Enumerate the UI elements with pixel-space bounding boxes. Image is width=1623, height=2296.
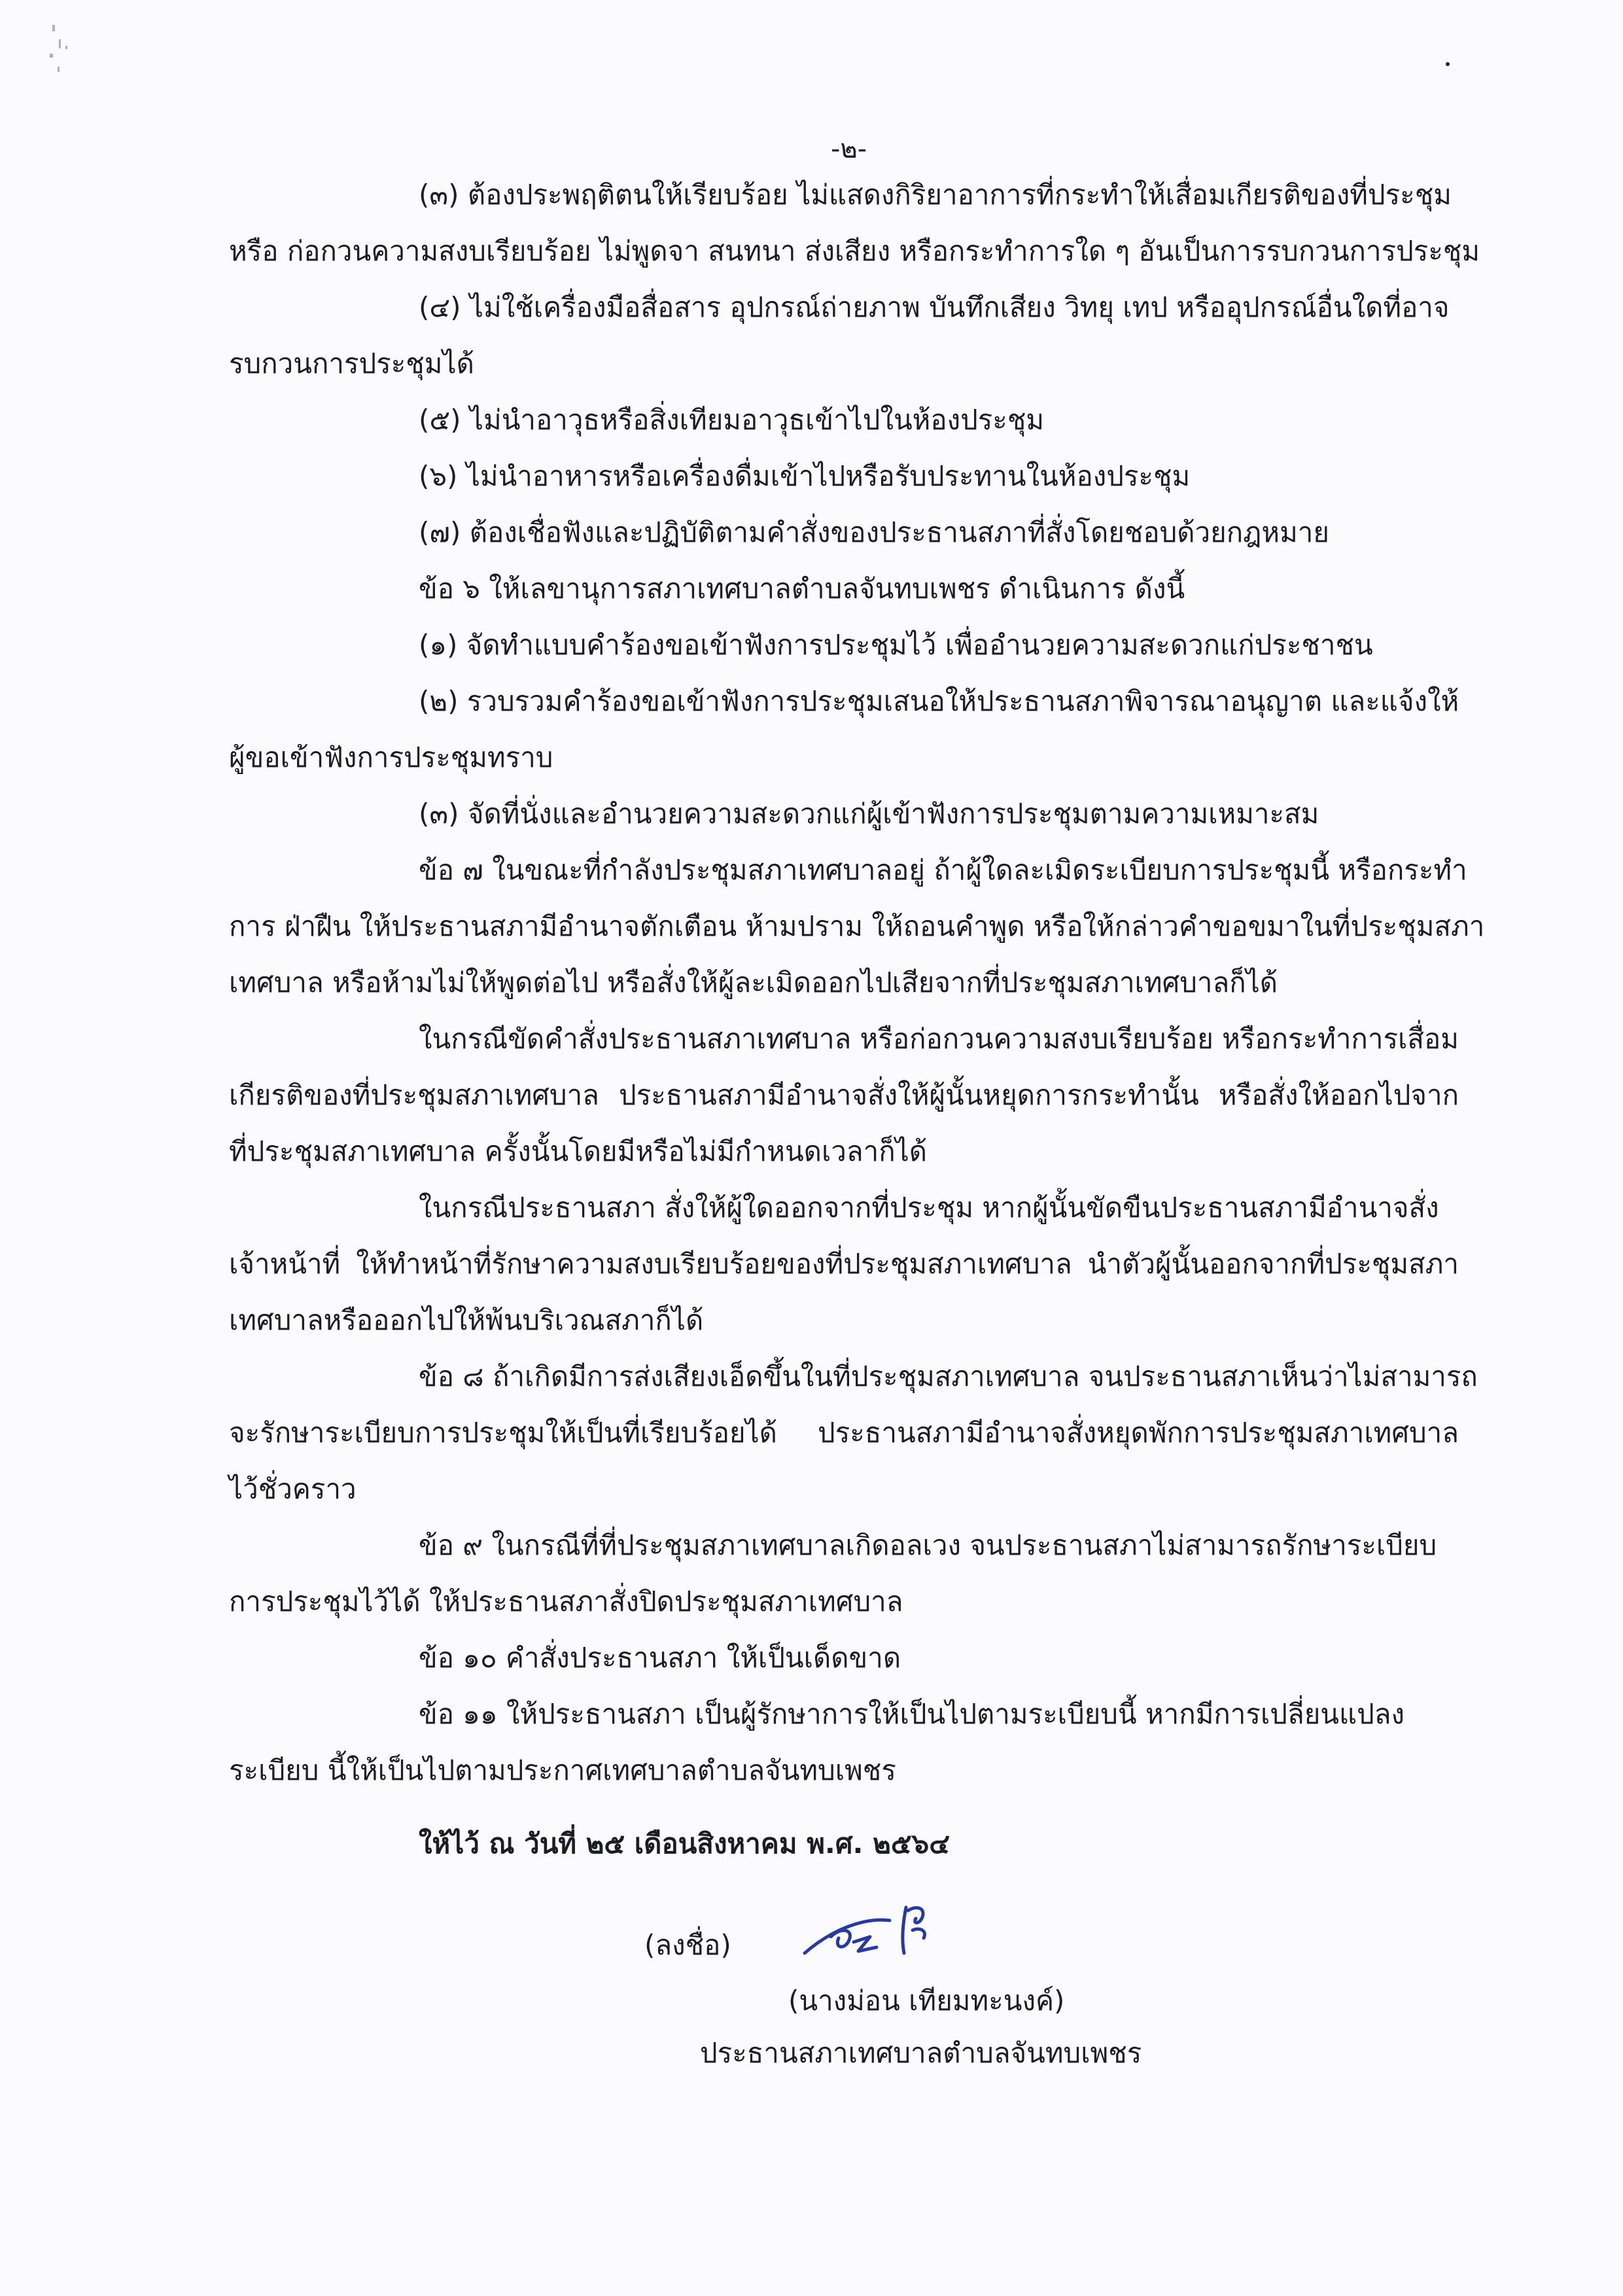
text-line: (๕) ไม่นำอาวุธหรือสิ่งเทียมอาวุธเข้าไปในห้องประชุม <box>419 404 1045 436</box>
text-line: ที่ประชุมสภาเทศบาล ครั้งนั้นโดยมีหรือไม่มีกำหนดเวลาก็ได้ <box>229 1135 928 1167</box>
text-line: (๒) รวบรวมคำร้องขอเข้าฟังการประชุมเสนอให้ประธานสภาพิจารณาอนุญาต และแจ้งให้ <box>419 685 1459 717</box>
text-line: ในกรณีประธานสภา สั่งให้ผู้ใดออกจากที่ประชุม หากผู้นั้นขัดขืนประธานสภามีอำนาจสั่ง <box>419 1192 1439 1224</box>
text-line: ระเบียบ นี้ให้เป็นไปตามประกาศเทศบาลตำบลจันทบเพชร <box>229 1754 896 1786</box>
signature-label: (ลงชื่อ) <box>644 1929 731 1961</box>
text-line: (๓) ต้องประพฤติตนให้เรียบร้อย ไม่แสดงกิริยาอาการที่กระทำให้เสื่อมเกียรติของที่ประชุม <box>419 179 1452 211</box>
text-line: หรือ ก่อกวนความสงบเรียบร้อย ไม่พูดจา สนทนา ส่งเสียง หรือกระทำการใด ๆ อันเป็นการรบกวนการประชุม <box>229 235 1480 267</box>
text-line: การ ฝ่าฝืน ให้ประธานสภามีอำนาจตักเตือน ห้ามปราม ให้ถอนคำพูด หรือให้กล่าวคำขอขมาในที่ประชุมสภา <box>229 910 1485 942</box>
date-line: ให้ไว้ ณ วันที่ ๒๕ เดือนสิงหาคม พ.ศ. ๒๕๖๔ <box>419 1828 950 1860</box>
text-line: (๔) ไม่ใช้เครื่องมือสื่อสาร อุปกรณ์ถ่ายภาพ บันทึกเสียง วิทยุ เทป หรืออุปกรณ์อื่นใดที่อาจ <box>419 291 1450 323</box>
text-line: ข้อ ๙ ในกรณีที่ที่ประชุมสภาเทศบาลเกิดอลเวง จนประธานสภาไม่สามารถรักษาระเบียบ <box>419 1529 1437 1561</box>
text-line: (๑) จัดทำแบบคำร้องขอเข้าฟังการประชุมไว้ เพื่ออำนวยความสะดวกแก่ประชาชน <box>419 629 1373 661</box>
text-line: ข้อ ๑๐ คำสั่งประธานสภา ให้เป็นเด็ดขาด <box>419 1642 901 1674</box>
text-line: ในกรณีขัดคำสั่งประธานสภาเทศบาล หรือก่อกวนความสงบเรียบร้อย หรือกระทำการเสื่อม <box>419 1023 1459 1055</box>
scan-dot <box>1446 62 1450 66</box>
text-line: เทศบาล หรือห้ามไม่ให้พูดต่อไป หรือสั่งให้ผู้ละเมิดออกไปเสียจากที่ประชุมสภาเทศบาลก็ได้ <box>229 966 1278 998</box>
text-line: การประชุมไว้ได้ ให้ประธานสภาสั่งปิดประชุมสภาเทศบาล <box>229 1585 903 1617</box>
text-line: (๗) ต้องเชื่อฟังและปฏิบัติตามคำสั่งของประธานสภาที่สั่งโดยชอบด้วยกฎหมาย <box>419 516 1329 548</box>
signatory-position: ประธานสภาเทศบาลตำบลจันทบเพชร <box>700 2037 1142 2069</box>
text-line: ผู้ขอเข้าฟังการประชุมทราบ <box>229 741 553 773</box>
text-line: (๖) ไม่นำอาหารหรือเครื่องดื่มเข้าไปหรือรับประทานในห้องประชุม <box>419 460 1191 492</box>
signatory-name: (นางม่อน เทียมทะนงค์) <box>788 1985 1065 2017</box>
text-line: จะรักษาระเบียบการประชุมให้เป็นที่เรียบร้อยได้ ประธานสภามีอำนาจสั่งหยุดพักการประชุมสภาเทศบาล <box>229 1417 1459 1449</box>
page-number: -๒- <box>831 134 867 164</box>
text-line: ไว้ชั่วคราว <box>229 1473 357 1505</box>
text-line: รบกวนการประชุมได้ <box>229 347 474 380</box>
text-line: เกียรติของที่ประชุมสภาเทศบาล ประธานสภามีอำนาจสั่งให้ผู้นั้นหยุดการกระทำนั้น หรือสั่งให้ออกไปจาก <box>229 1079 1459 1111</box>
text-line: (๓) จัดที่นั่งและอำนวยความสะดวกแก่ผู้เข้าฟังการประชุมตามความเหมาะสม <box>419 798 1319 830</box>
text-line: ข้อ ๖ ให้เลขานุการสภาเทศบาลตำบลจันทบเพชร ดำเนินการ ดังนี้ <box>419 573 1185 605</box>
text-line: เจ้าหน้าที่ ให้ทำหน้าที่รักษาความสงบเรียบร้อยของที่ประชุมสภาเทศบาล นำตัวผู้นั้นออกจากที่ประชุมสภา <box>229 1248 1459 1280</box>
text-line: ข้อ ๘ ถ้าเกิดมีการส่งเสียงเอ็ดขึ้นในที่ประชุมสภาเทศบาล จนประธานสภาเห็นว่าไม่สามารถ <box>419 1360 1478 1392</box>
handwritten-signature <box>792 1891 968 1976</box>
text-line: เทศบาลหรือออกไปให้พ้นบริเวณสภาก็ได้ <box>229 1304 704 1336</box>
text-line: ข้อ ๑๑ ให้ประธานสภา เป็นผู้รักษาการให้เป็นไปตามระเบียบนี้ หากมีการเปลี่ยนแปลง <box>419 1698 1405 1730</box>
text-line: ข้อ ๗ ในขณะที่กำลังประชุมสภาเทศบาลอยู่ ถ้าผู้ใดละเมิดระเบียบการประชุมนี้ หรือกระทำ <box>419 854 1467 886</box>
scan-artifact-mark <box>46 20 85 92</box>
